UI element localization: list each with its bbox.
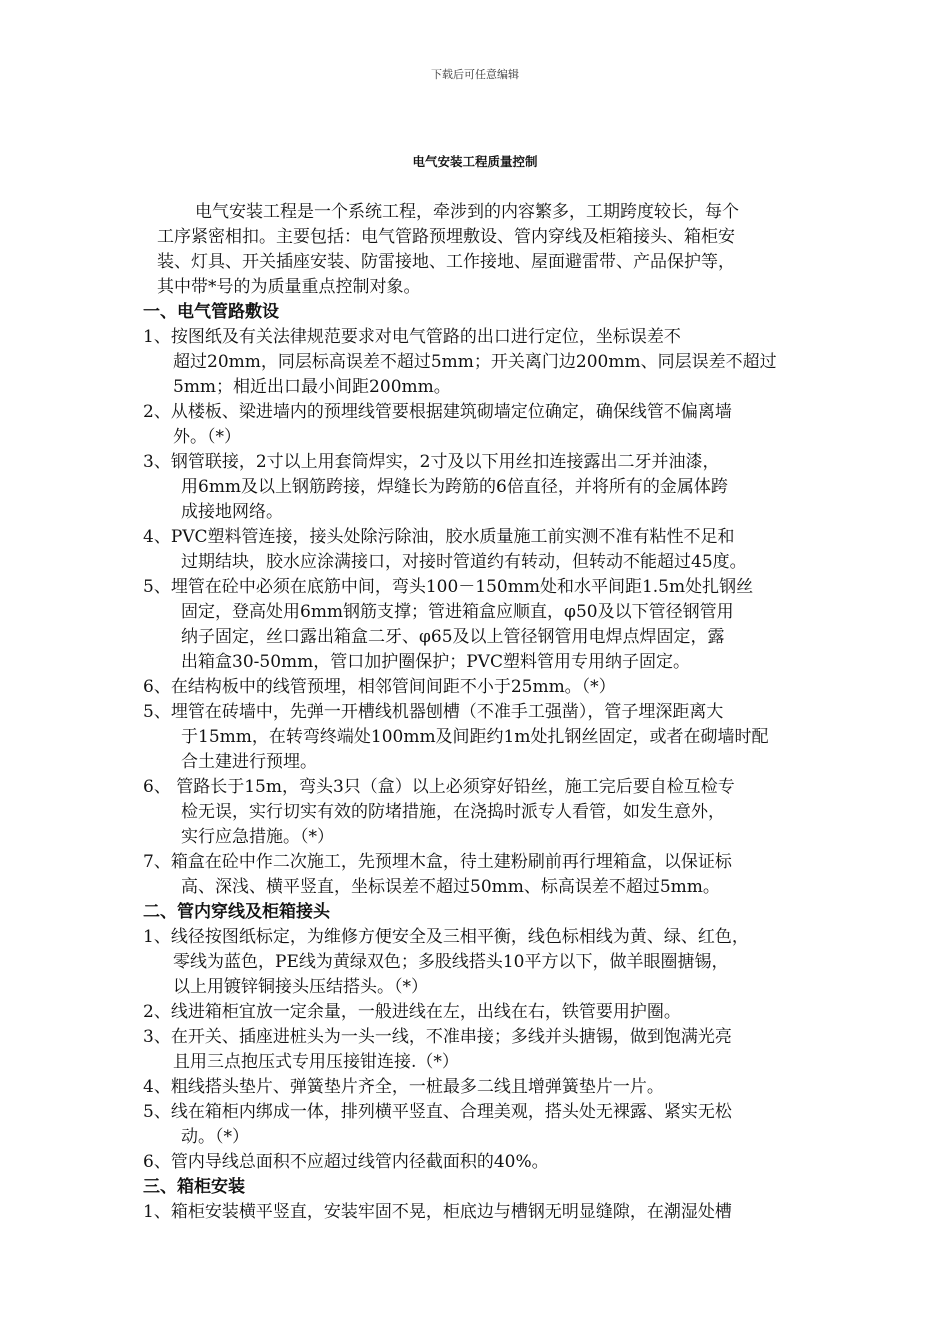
body-text-line: 工序紧密相扣。主要包括：电气管路预埋敷设、管内穿线及柜箱接头、箱柜安 <box>157 227 735 247</box>
body-text-line: 3、在开关、插座进桩头为一头一线，不准串接；多线并头搪锡，做到饱满光亮 <box>143 1027 732 1047</box>
body-text-line: 6、 管路长于15m，弯头3只（盒）以上必须穿好铅丝，施工完后要自检互检专 <box>143 777 735 797</box>
section-heading: 二、管内穿线及柜箱接头 <box>143 902 330 922</box>
body-text-line: 5、埋管在砖墙中，先弹一开槽线机器刨槽（不准手工强凿），管子埋深距离大 <box>143 702 724 722</box>
body-text-line: 于15mm，在转弯终端处100mm及间距约1m处扎钢丝固定，或者在砌墙时配 <box>181 727 769 747</box>
body-text-line: 7、箱盒在砼中作二次施工，先预埋木盒，待土建粉刷前再行埋箱盒，以保证标 <box>143 852 732 872</box>
body-text-line: 其中带*号的为质量重点控制对象。 <box>157 277 421 297</box>
body-text-line: 5、埋管在砼中必须在底筋中间，弯头100－150mm处和水平间距1.5m处扎钢丝 <box>143 577 754 597</box>
body-text-line: 零线为蓝色，PE线为黄绿双色；多股线搭头10平方以下，做羊眼圈搪锡， <box>173 952 729 972</box>
body-text-line: 动。（*） <box>181 1127 249 1147</box>
body-text-line: 合土建进行预埋。 <box>181 752 317 772</box>
body-text-line: 以上用镀锌铜接头压结搭头。（*） <box>173 977 428 997</box>
body-text-line: 超过20mm，同层标高误差不超过5mm；开关离门边200mm、同层误差不超过 <box>173 352 777 372</box>
body-text-line: 成接地网络。 <box>181 502 283 522</box>
body-text-line: 且用三点抱压式专用压接钳连接.（*） <box>173 1052 459 1072</box>
body-text-line: 高、深浅、横平竖直，坐标误差不超过50mm、标高误差不超过5mm。 <box>181 877 720 897</box>
body-text-line: 1、按图纸及有关法律规范要求对电气管路的出口进行定位，坐标误差不 <box>143 327 681 347</box>
body-text-line: 5mm；相近出口最小间距200mm。 <box>173 377 451 397</box>
body-text-line: 检无误，实行切实有效的防堵措施，在浇捣时派专人看管，如发生意外， <box>181 802 725 822</box>
body-text-line: 4、PVC塑料管连接，接头处除污除油，胶水质量施工前实测不准有粘性不足和 <box>143 527 735 547</box>
body-text-line: 用6mm及以上钢筋跨接，焊缝长为跨筋的6倍直径，并将所有的金属体跨 <box>181 477 728 497</box>
page-title: 电气安装工程质量控制 <box>412 154 538 169</box>
header-note: 下载后可任意编辑 <box>431 68 519 81</box>
body-text-line: 4、粗线搭头垫片、弹簧垫片齐全，一桩最多二线且增弹簧垫片一片。 <box>143 1077 664 1097</box>
body-text-line: 电气安装工程是一个系统工程，牵涉到的内容繁多，工期跨度较长，每个 <box>195 202 739 222</box>
body-text-line: 2、线进箱柜宜放一定余量，一般进线在左，出线在右，铁管要用护圈。 <box>143 1002 681 1022</box>
section-heading: 三、箱柜安装 <box>143 1177 245 1197</box>
body-text-line: 固定，登高处用6mm钢筋支撑；管进箱盒应顺直，φ50及以下管径钢管用 <box>181 602 734 622</box>
body-text-line: 2、从楼板、梁进墙内的预埋线管要根据建筑砌墙定位确定，确保线管不偏离墙 <box>143 402 732 422</box>
body-text-line: 1、线径按图纸标定，为维修方便安全及三相平衡，线色标相线为黄、绿、红色， <box>143 927 749 947</box>
section-heading: 一、电气管路敷设 <box>143 302 279 322</box>
body-text-line: 外。（*） <box>173 427 241 447</box>
body-text-line: 5、线在箱柜内绑成一体，排列横平竖直、合理美观，搭头处无裸露、紧实无松 <box>143 1102 732 1122</box>
body-text-line: 6、在结构板中的线管预埋，相邻管间间距不小于25mm。（*） <box>143 677 616 697</box>
body-text-line: 实行应急措施。（*） <box>181 827 334 847</box>
body-text-line: 纳子固定，丝口露出箱盒二牙、φ65及以上管径钢管用电焊点焊固定，露 <box>181 627 725 647</box>
body-text-line: 出箱盒30-50mm，管口加护圈保护；PVC塑料管用专用纳子固定。 <box>181 652 690 672</box>
body-text-line: 过期结块，胶水应涂满接口，对接时管道约有转动，但转动不能超过45度。 <box>181 552 747 572</box>
body-text-line: 1、箱柜安装横平竖直，安装牢固不晃，柜底边与槽钢无明显缝隙，在潮湿处槽 <box>143 1202 732 1222</box>
body-text-line: 6、管内导线总面积不应超过线管内径截面积的40%。 <box>143 1152 549 1172</box>
body-text-line: 3、钢管联接，2寸以上用套筒焊实，2寸及以下用丝扣连接露出二牙并油漆， <box>143 452 720 472</box>
body-text-line: 装、灯具、开关插座安装、防雷接地、工作接地、屋面避雷带、产品保护等， <box>157 252 735 272</box>
